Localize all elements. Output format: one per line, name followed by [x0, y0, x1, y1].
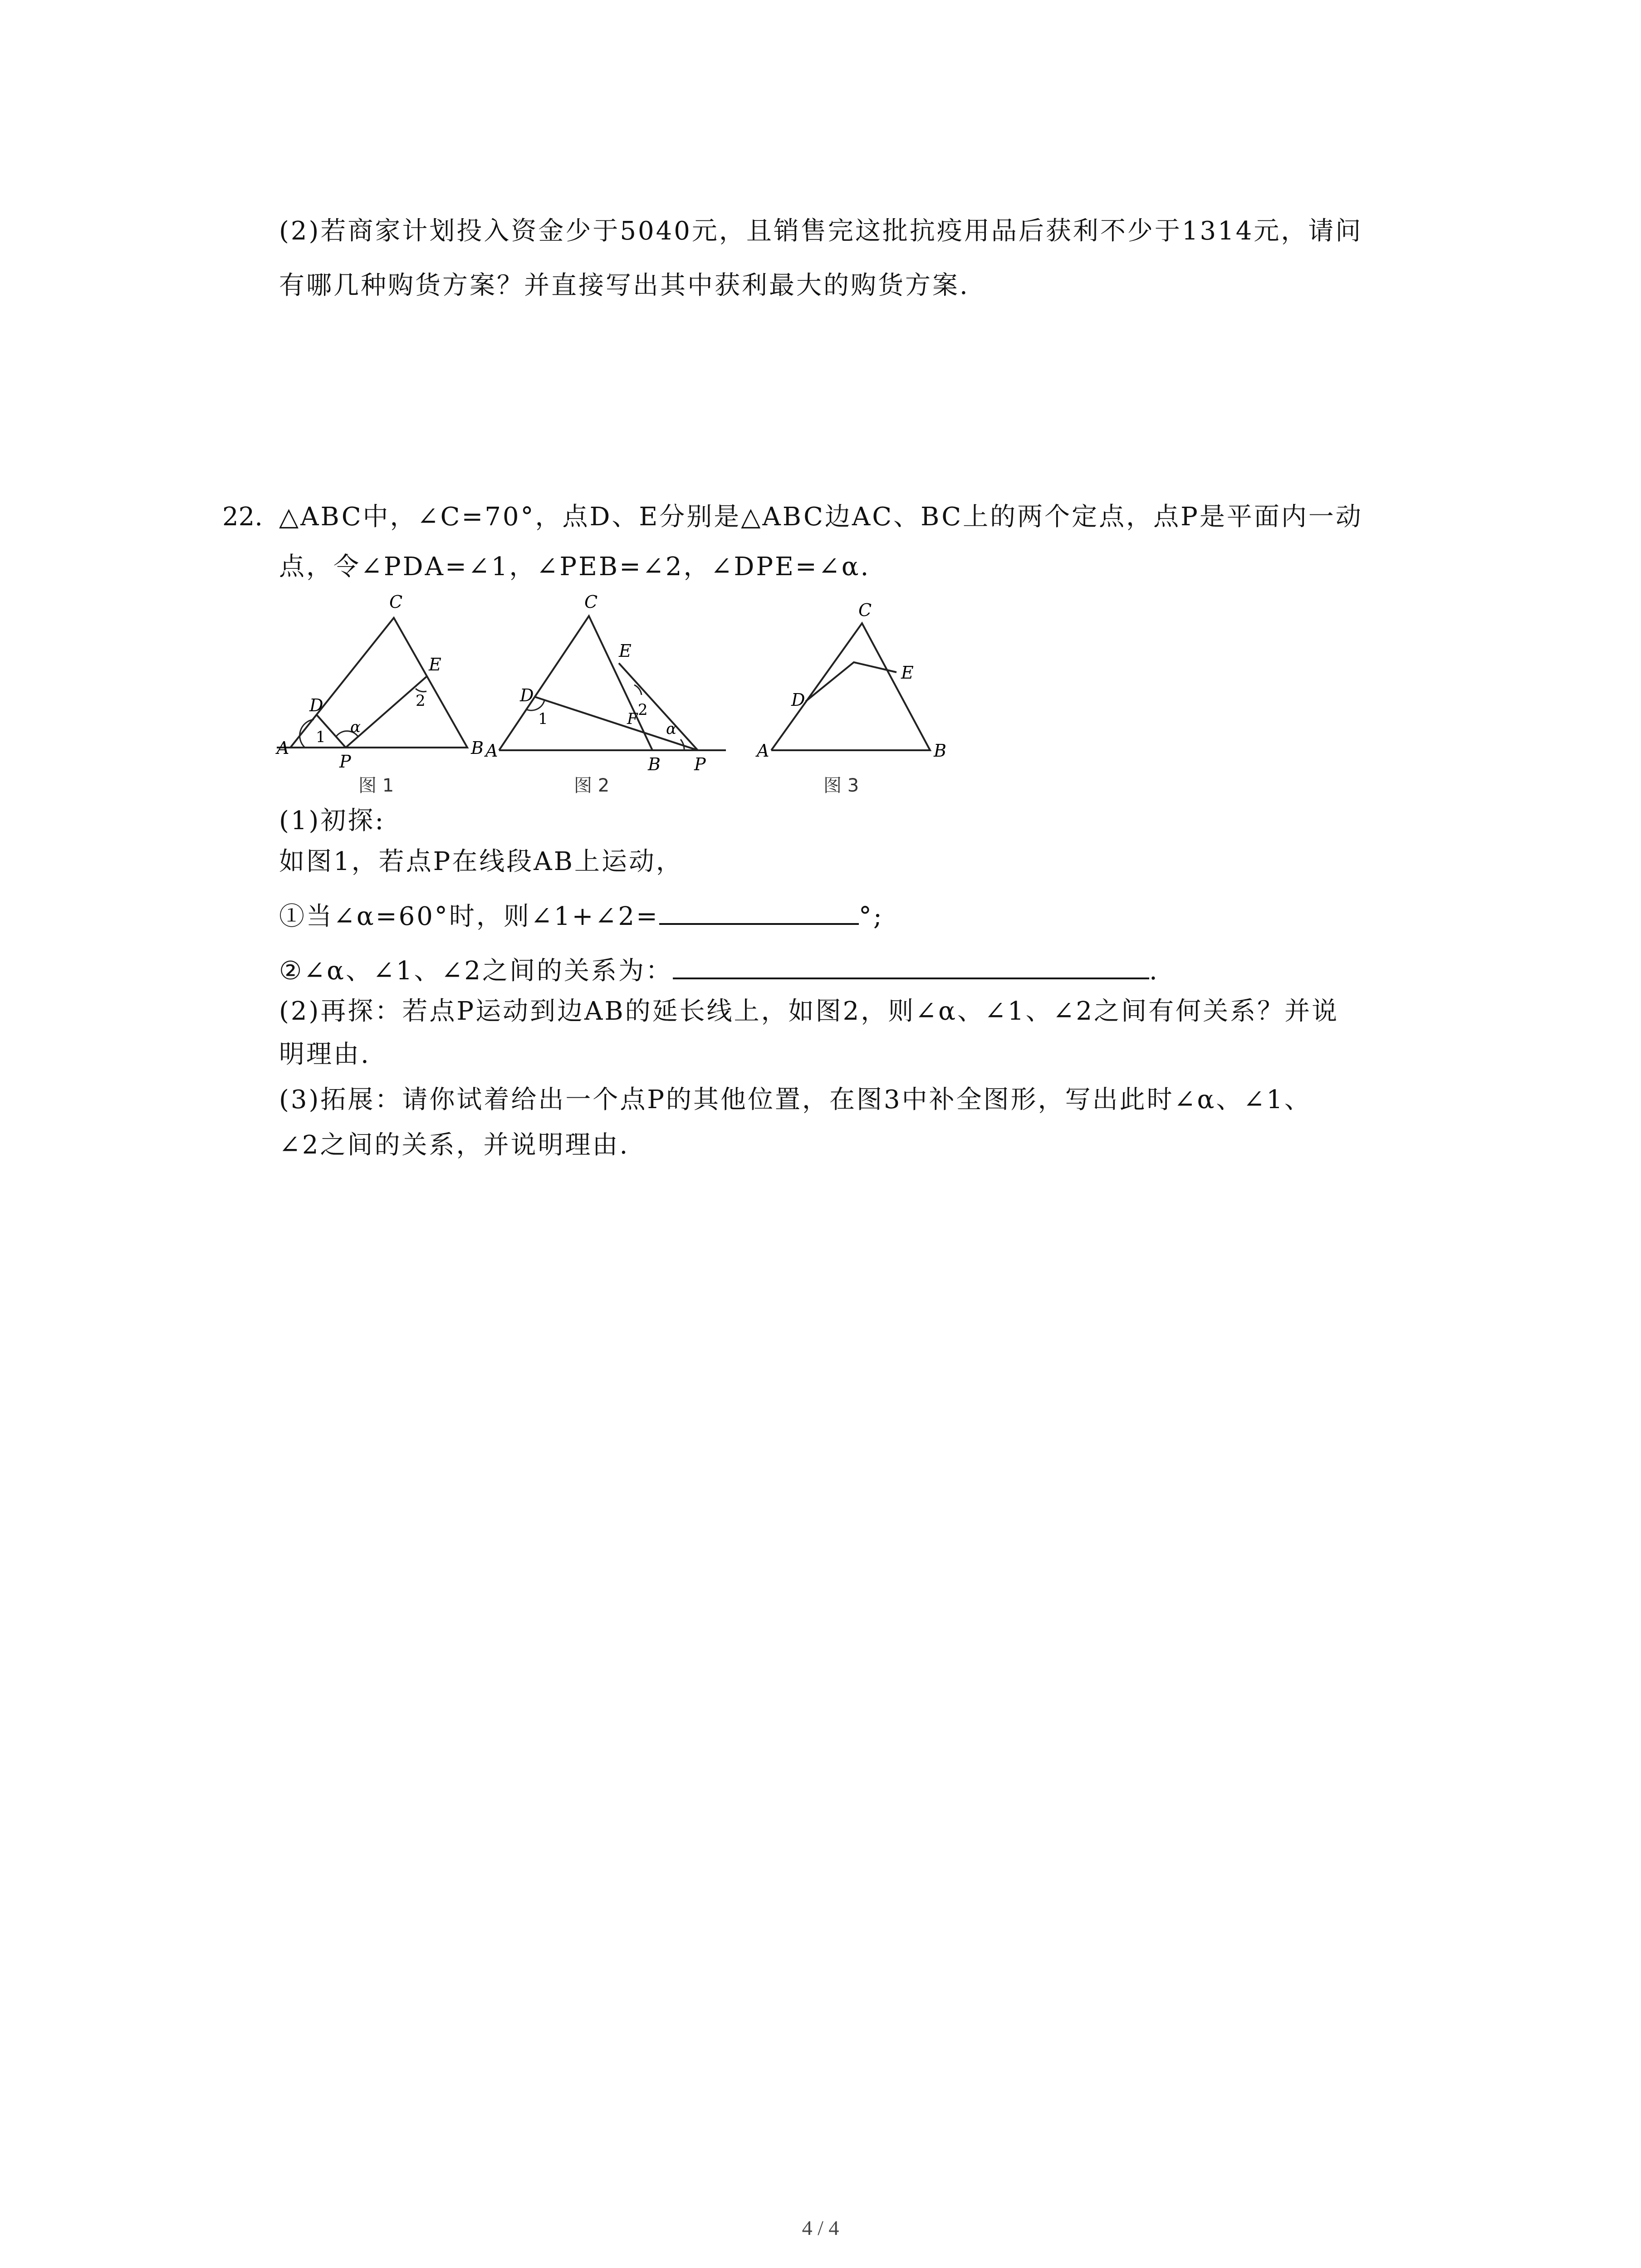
part1-q2-suffix: .: [1149, 956, 1159, 986]
page-number: 4 / 4: [802, 2216, 839, 2239]
fig2-label-d: D: [520, 685, 534, 705]
q21-part2-line1: (2)若商家计划投入资金少于5040元，且销售完这批抗疫用品后获利不少于1314元，请问: [279, 216, 1363, 246]
q21-part2-line2: 有哪几种购货方案？并直接写出其中获利最大的购货方案.: [279, 271, 970, 300]
fig1-label-c: C: [389, 592, 403, 612]
fig2-label-p: P: [694, 754, 706, 774]
part1-q2-prefix: ②∠α、∠1、∠2之间的关系为：: [279, 956, 673, 986]
part1-q2: [279, 950, 1159, 989]
question-number: 22.: [222, 502, 263, 532]
part1-q1-suffix: °;: [858, 902, 884, 931]
q22-stem-line1: △ABC中，∠C=70°，点D、E分别是△ABC边AC、BC上的两个定点，点P是平面内一动: [279, 502, 1363, 532]
part1-q1: [279, 896, 884, 935]
fig3-label-b: B: [934, 741, 946, 761]
fig2-angle-alpha: α: [666, 720, 676, 738]
fig2-label-a: A: [485, 741, 498, 761]
part3-line2: ∠2之间的关系，并说明理由.: [279, 1130, 630, 1160]
answer-blank-1[interactable]: [659, 896, 859, 925]
fig2-caption: 图 2: [574, 775, 610, 796]
figure-3: [753, 590, 953, 782]
q22-stem-line2: 点，令∠PDA=∠1，∠PEB=∠2，∠DPE=∠α.: [279, 552, 871, 582]
fig3-caption: 图 3: [823, 775, 859, 796]
fig2-label-f: F: [627, 710, 638, 728]
fig1-angle-2: 2: [416, 692, 426, 710]
fig2-label-b: B: [648, 754, 661, 774]
figure-1: [272, 590, 508, 782]
fig1-label-d: D: [309, 695, 323, 715]
fig1-caption: 图 1: [358, 775, 394, 796]
part1-intro: 如图1，若点P在线段AB上运动，: [279, 847, 683, 876]
part2-line2: 明理由.: [279, 1040, 371, 1069]
fig3-label-d: D: [791, 690, 805, 710]
answer-blank-2[interactable]: [673, 950, 1149, 979]
fig3-label-c: C: [858, 600, 872, 620]
fig3-label-a: A: [757, 741, 769, 761]
part1-title: (1)初探:: [279, 806, 386, 836]
fig2-label-c: C: [584, 592, 598, 612]
fig3-label-e: E: [901, 663, 914, 683]
fig2-label-e: E: [619, 641, 632, 661]
part3-line1: (3)拓展：请你试着给出一个点P的其他位置，在图3中补全图形，写出此时∠α、∠1、: [279, 1085, 1312, 1114]
figure-2: [481, 590, 735, 782]
fig1-angle-1: 1: [316, 728, 326, 746]
part1-q1-prefix: ①当∠α=60°时，则∠1+∠2=: [279, 902, 659, 931]
fig1-label-e: E: [429, 655, 441, 675]
fig2-angle-1: 1: [538, 710, 548, 728]
fig1-label-a: A: [277, 738, 289, 758]
fig1-label-b: B: [471, 738, 484, 758]
part2-line1: (2)再探：若点P运动到边AB的延长线上，如图2，则∠α、∠1、∠2之间有何关系？并说: [279, 997, 1339, 1026]
fig1-angle-alpha: α: [350, 718, 361, 736]
fig2-angle-2: 2: [638, 701, 648, 719]
fig1-label-p: P: [339, 752, 351, 772]
